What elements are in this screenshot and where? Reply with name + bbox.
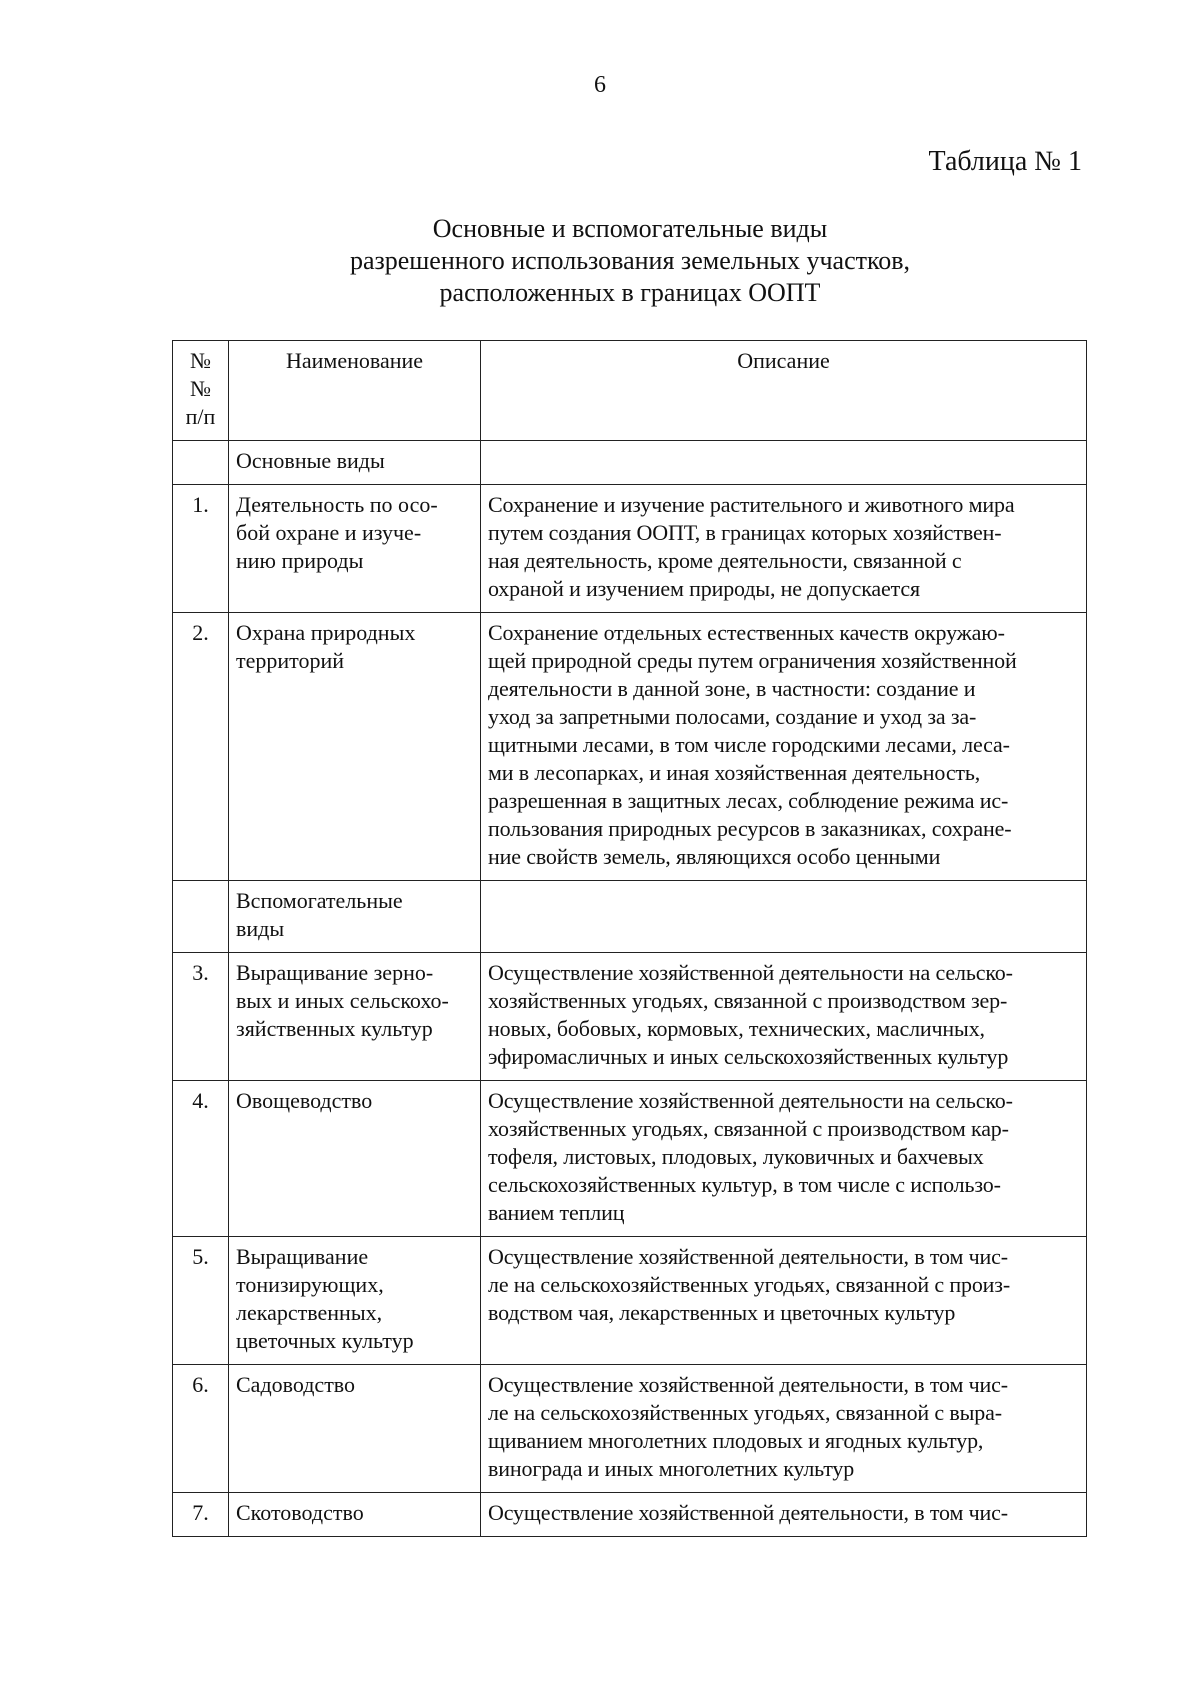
header-num: №№ п/п <box>173 341 229 441</box>
row-name: Основные виды <box>229 441 481 485</box>
row-description: Осуществление хозяйственной деятельности на сельско- хозяйственных угодьях, связанной с производством зер- новых, бобовых, кормовых, технических, масличных, эфиромасличных и иных сельскохозяйственных культур <box>481 953 1087 1081</box>
page-number: 6 <box>594 72 606 98</box>
row-description: Осуществление хозяйственной деятельности, в том чис- ле на сельскохозяйственных угодьях, связанной с произ- водством чая, лекарственных и цветочных культур <box>481 1237 1087 1365</box>
row-number: 6. <box>173 1365 229 1493</box>
document-title <box>0 213 1200 309</box>
title-line: расположенных в границах ООПТ <box>439 278 821 307</box>
row-name: Выращивание зерно- вых и иных сельскохо- зяйственных культур <box>229 953 481 1081</box>
table-label: Таблица № 1 <box>928 146 1082 177</box>
row-description <box>481 441 1087 485</box>
table-row <box>173 441 1087 485</box>
table-row <box>173 1493 1087 1537</box>
row-description: Сохранение отдельных естественных качеств окружаю- щей природной среды путем ограничения хозяйственной деятельности в данной зоне, в частности: создание и уход за запретными полосами, создание и уход за за- щитными лесами, в том числе городскими лесами, леса- ми в лесопарках, и иная хозяйственная деятельность, разрешенная в защитных лесах, соблюдение режима ис- пользования природных ресурсов в заказниках, сохране- ние свойств земель, являющихся особо ценными <box>481 613 1087 881</box>
row-number: 1. <box>173 485 229 613</box>
row-description: Сохранение и изучение растительного и животного мира путем создания ООПТ, в границах которых хозяйствен- ная деятельность, кроме деятельности, связанной с охраной и изучением природы, не допускается <box>481 485 1087 613</box>
row-name: Садоводство <box>229 1365 481 1493</box>
row-description: Осуществление хозяйственной деятельности, в том чис- ле на сельскохозяйственных угодьях, связанной с выра- щиванием многолетних плодовых и ягодных культур, винограда и иных многолетних культур <box>481 1365 1087 1493</box>
table-body <box>173 441 1087 1537</box>
row-description: Осуществление хозяйственной деятельности на сельско- хозяйственных угодьях, связанной с производством кар- тофеля, листовых, плодовых, луковичных и бахчевых сельскохозяйственных культур, в том числе с использо- ванием теплиц <box>481 1081 1087 1237</box>
table-row <box>173 485 1087 613</box>
row-number: 2. <box>173 613 229 881</box>
row-name: Деятельность по осо- бой охране и изуче- нию природы <box>229 485 481 613</box>
row-description: Осуществление хозяйственной деятельности, в том чис- <box>481 1493 1087 1537</box>
row-number: 3. <box>173 953 229 1081</box>
row-name: Скотоводство <box>229 1493 481 1537</box>
header-description: Описание <box>481 341 1087 441</box>
table-header-row <box>173 341 1087 441</box>
table-row <box>173 1081 1087 1237</box>
row-number <box>173 441 229 485</box>
title-line: разрешенного использования земельных участков, <box>349 246 911 275</box>
table-row <box>173 1365 1087 1493</box>
row-number: 4. <box>173 1081 229 1237</box>
title-line: Основные и вспомогательные виды <box>432 214 828 243</box>
row-number <box>173 881 229 953</box>
row-name: Вспомогательные виды <box>229 881 481 953</box>
row-name: Выращивание тонизирующих, лекарственных, цветочных культур <box>229 1237 481 1365</box>
row-name: Овощеводство <box>229 1081 481 1237</box>
row-number: 5. <box>173 1237 229 1365</box>
table-row <box>173 1237 1087 1365</box>
header-name: Наименование <box>229 341 481 441</box>
row-description <box>481 881 1087 953</box>
row-number: 7. <box>173 1493 229 1537</box>
table-row <box>173 953 1087 1081</box>
land-use-table <box>172 340 1087 1537</box>
table-row <box>173 881 1087 953</box>
table-row <box>173 613 1087 881</box>
row-name: Охрана природных территорий <box>229 613 481 881</box>
